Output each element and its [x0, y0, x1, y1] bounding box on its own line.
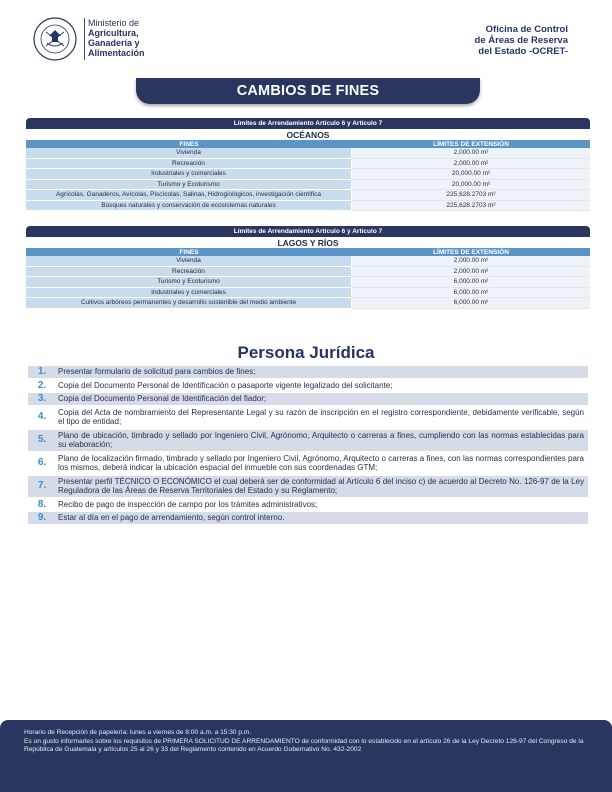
table-section-title: LAGOS Y RÍOS	[277, 237, 339, 248]
cell-fin: Turismo y Ecoturismo	[26, 180, 352, 191]
item-number: 2.	[37, 379, 47, 391]
cell-fin: Industriales y comerciales	[26, 288, 352, 299]
list-item	[28, 380, 588, 392]
table-header	[26, 248, 590, 256]
ministry-line: Ganadería y	[88, 38, 140, 48]
item-number: 5.	[37, 434, 47, 446]
col-header-fines: FINES	[179, 140, 199, 148]
cell-fin: Industriales y comerciales	[26, 169, 352, 180]
footer-legal-note: Es un gusto informarles sobre los requisitos de PRIMERA SOLICITUD DE ARRENDAMIENTO de conformidad con lo establecido en el artículo 26 de la Ley Decreto 126-97 del Congreso de la República de Guatemala y artículos 25 al 26 y 33 del Reglamento contenido en Acuerdo Gubernativo No. 432-2002	[24, 737, 584, 753]
list-item	[28, 476, 588, 497]
table-band: Límites de Arrendamiento Artículo 6 y Artículo 7	[26, 118, 590, 129]
table-row	[26, 267, 590, 278]
list-item	[28, 512, 588, 524]
item-text: Estar al día en el pago de arrendamiento, según control interno.	[58, 513, 285, 522]
lagos-rios-table	[26, 226, 590, 309]
cell-fin: Vivienda	[26, 148, 352, 159]
cell-limite: 6,000.00 m²	[352, 288, 590, 299]
office-line: Oficina de Control	[485, 24, 568, 35]
table-row	[26, 148, 590, 159]
cell-fin: Agrícolas, Ganaderos, Avícolas, Piscícolas, Salinas, Hidrogiológicos, investigación científica	[26, 190, 352, 201]
title-banner	[136, 78, 480, 104]
table-section-title: OCÉANOS	[286, 129, 330, 140]
list-item	[28, 499, 588, 511]
item-text: Copia del Documento Personal de Identificación o pasaporte vigente legalizado del solicitante;	[58, 380, 393, 390]
ministry-name	[88, 18, 145, 58]
cell-limite: 6,000.00 m²	[352, 277, 590, 288]
item-text: Plano de localización firmado, timbrado y sellado por Ingeniero Civil, Agrónomo, Arquitecto o carreras a fines, con las normas correspondientes para los mismos, deberá indicar la ubicación espacial del inmueble con sus coordenadas GTM;	[58, 453, 584, 472]
table-header	[26, 140, 590, 148]
guatemala-seal-logo	[32, 16, 78, 62]
table-row	[26, 288, 590, 299]
cell-limite: 225,628.2703 m²	[352, 201, 590, 212]
table-row	[26, 180, 590, 191]
cell-fin: Turismo y Ecoturismo	[26, 277, 352, 288]
header-divider	[84, 18, 85, 60]
table-row	[26, 201, 590, 212]
item-text: Copia del Documento Personal de Identificación del fiador;	[58, 394, 267, 403]
cell-limite: 225,628.2703 m²	[352, 190, 590, 201]
col-header-limites: LÍMITES DE EXTENSIÓN	[433, 248, 509, 256]
item-number: 1.	[37, 366, 47, 377]
item-number: 3.	[37, 393, 47, 404]
item-number: 6.	[37, 457, 47, 469]
office-line: de Áreas de Reserva	[474, 35, 568, 46]
office-line: del Estado -OCRET-	[478, 46, 568, 57]
item-number: 8.	[37, 498, 47, 510]
table-row	[26, 190, 590, 201]
item-text: Recibo de pago de inspección de campo por los trámites administrativos;	[58, 499, 318, 509]
col-header-fines: FINES	[179, 248, 199, 256]
item-number: 4.	[37, 411, 47, 423]
page-header	[0, 0, 612, 80]
cell-limite: 2,000.00 m²	[352, 159, 590, 170]
table-row	[26, 159, 590, 170]
list-item	[28, 393, 588, 405]
page-footer	[0, 720, 612, 792]
cell-fin: Recreación	[26, 159, 352, 170]
cell-fin: Recreación	[26, 267, 352, 278]
table-row	[26, 169, 590, 180]
cell-limite: 2,000.00 m²	[352, 267, 590, 278]
list-item	[28, 430, 588, 451]
ministry-line: Ministerio de	[88, 18, 140, 28]
cell-limite: 6,000.00 m²	[352, 298, 590, 309]
ministry-line: Agricultura,	[88, 28, 139, 38]
list-item	[28, 453, 588, 474]
section-title: Persona Jurídica	[237, 343, 375, 362]
oceanos-table	[26, 118, 590, 211]
cell-limite: 20,000.00 m²	[352, 180, 590, 191]
cell-limite: 2,000.00 m²	[352, 256, 590, 267]
table-row	[26, 298, 590, 309]
list-item	[28, 366, 588, 378]
item-text: Copia del Acta de nombramiento del Representante Legal y su razón de inscripción en el registro correspondiente, debidamente verificable, según el tipo de entidad;	[58, 407, 584, 426]
cell-limite: 20,000.00 m²	[352, 169, 590, 180]
page-title: CAMBIOS DE FINES	[236, 83, 380, 99]
table-row	[26, 277, 590, 288]
cell-fin: Cultivos arbóreos permanentes y desarrollo sostenible del medio ambiente	[26, 298, 352, 309]
item-number: 7.	[37, 480, 47, 492]
item-text: Presentar perfil TÉCNICO O ECONÓMICO el cual deberá ser de conformidad al Artículo 6 del inciso c) de acuerdo al Decreto No. 126-97 de la Ley Reguladora de las Áreas de Reserva Territoriales del Estado y su Reglamento;	[58, 476, 584, 495]
office-name	[475, 24, 568, 57]
item-text: Plano de ubicación, timbrado y sellado por Ingeniero Civil, Agrónomo, Arquitecto o carreras a fines, cumpliendo con las normas establecidas para su elaboración;	[58, 430, 584, 449]
footer-schedule: Horario de Recepción de papelería: lunes a viernes de 8:00 a.m. a 15:30 p.m.	[24, 729, 252, 736]
ministry-line: Alimentación	[88, 48, 145, 58]
list-item	[28, 407, 588, 428]
table-band: Límites de Arrendamiento Artículo 6 y Artículo 7	[26, 226, 590, 237]
cell-limite: 2,000.00 m²	[352, 148, 590, 159]
cell-fin: Vivienda	[26, 256, 352, 267]
col-header-limites: LÍMITES DE EXTENSIÓN	[433, 140, 509, 148]
item-text: Presentar formulario de solicitud para cambios de fines;	[58, 367, 256, 376]
requirements-list	[28, 366, 588, 526]
item-number: 9.	[37, 512, 47, 523]
table-row	[26, 256, 590, 267]
cell-fin: Bosques naturales y conservación de ecosistemas naturales	[26, 201, 352, 212]
